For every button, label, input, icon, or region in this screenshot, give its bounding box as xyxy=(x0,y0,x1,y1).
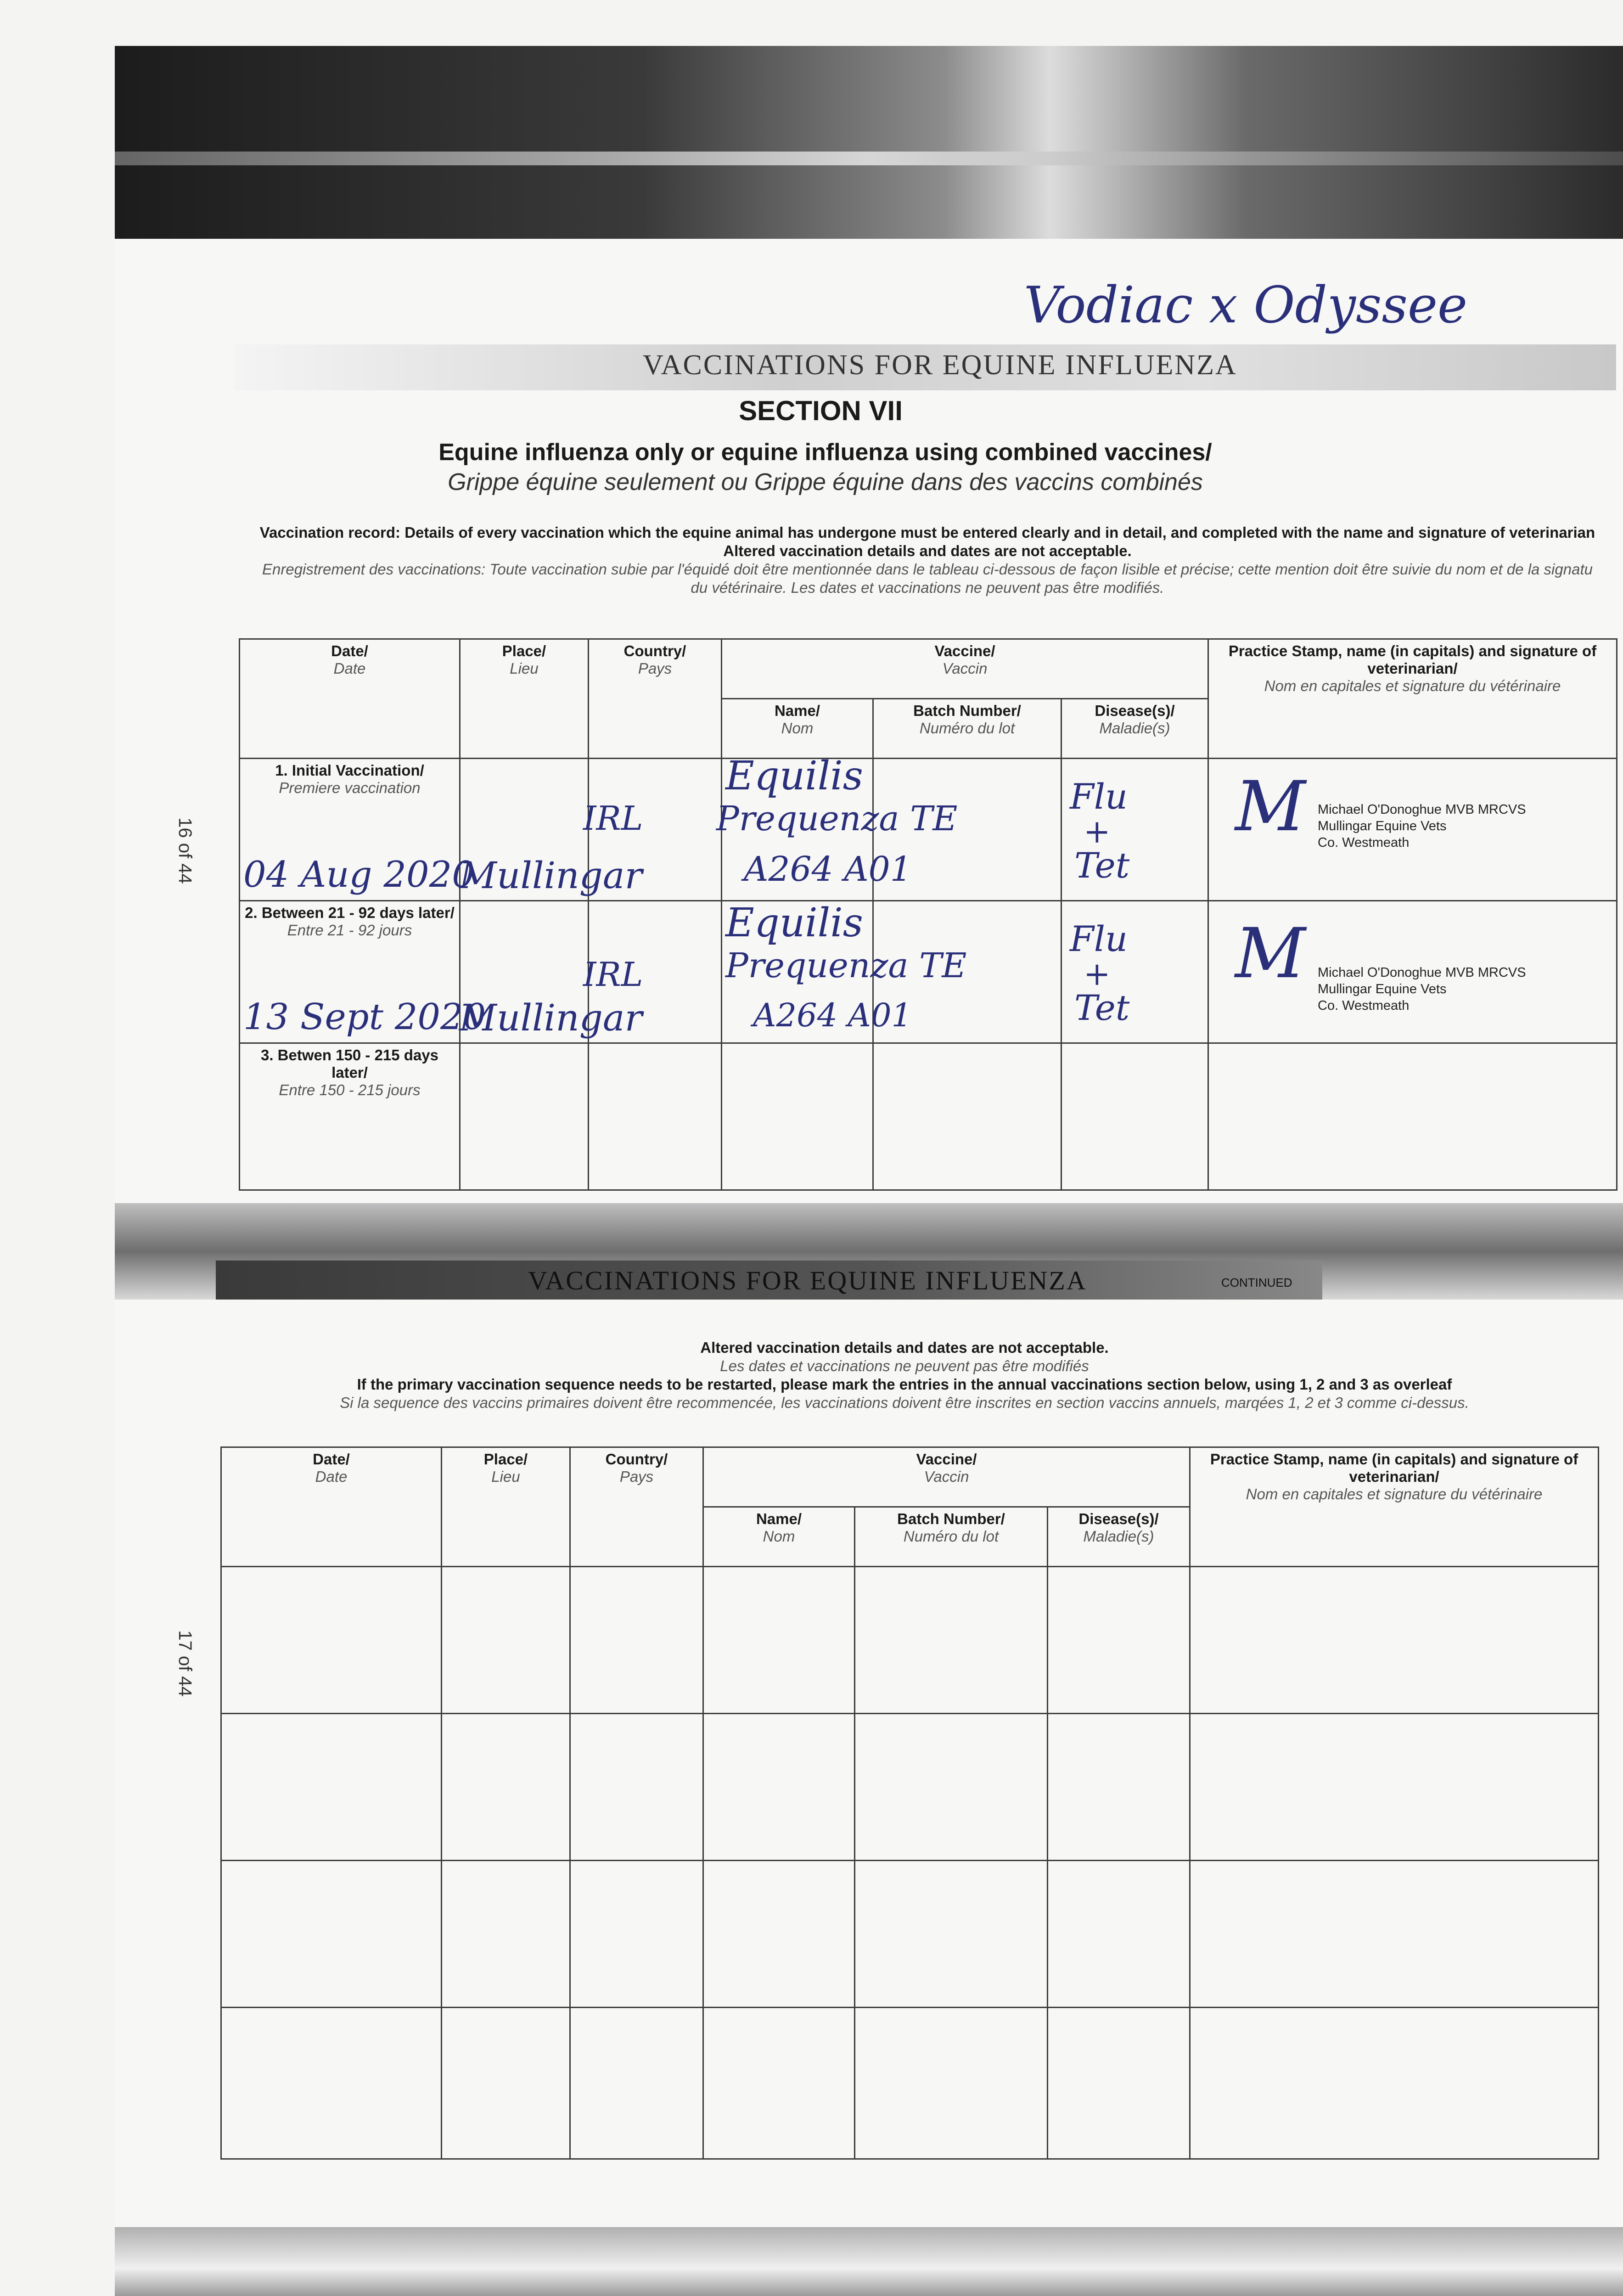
col-header-name xyxy=(722,699,873,759)
row1-vaccine-name-2: Prequenza TE xyxy=(716,799,958,838)
stamp-cell xyxy=(1190,2008,1599,2159)
row1-batch: A264 A01 xyxy=(744,850,912,889)
country-cell xyxy=(570,1714,703,1861)
batch-cell xyxy=(855,1714,1048,1861)
batch-header-en: Batch Number/ xyxy=(913,702,1021,719)
row2-disease-1: Flu xyxy=(1070,918,1128,959)
date-cell xyxy=(221,2008,442,2159)
stamp-county: Co. Westmeath xyxy=(1318,835,1410,850)
col-header-stamp xyxy=(1190,1447,1599,1567)
stamp-header-en: Practice Stamp, name (in capitals) and signature of veterinarian/ xyxy=(1210,1451,1578,1485)
row2-place: Mullingar xyxy=(459,996,642,1039)
table-row xyxy=(221,2008,1599,2159)
col-header-place xyxy=(442,1447,570,1567)
row-label-cell xyxy=(240,1043,460,1190)
scan-bottom-shadow xyxy=(115,2227,1623,2296)
country-header-en: Country/ xyxy=(623,642,686,659)
country-header-en: Country/ xyxy=(605,1451,668,1468)
row1-country: IRL xyxy=(583,799,643,838)
row2-vaccine-name-1: Equilis xyxy=(725,900,863,946)
batch-header-fr: Numéro du lot xyxy=(919,720,1015,737)
subtitle-en: Equine influenza only or equine influenza using combined vaccines/ xyxy=(438,439,1212,466)
date-header-en: Date/ xyxy=(313,1451,350,1468)
row-label-fr: Entre 150 - 215 jours xyxy=(279,1081,421,1098)
place-header-fr: Lieu xyxy=(491,1468,520,1485)
col-header-vaccine xyxy=(722,639,1208,699)
date-cell xyxy=(221,1861,442,2008)
place-cell xyxy=(442,1714,570,1861)
place-cell xyxy=(442,1567,570,1714)
disease-cell xyxy=(1048,2008,1190,2159)
restart-note-fr: Si la sequence des vaccins primaires doivent être recommencée, les vaccinations doivent être inscrites en section vaccins annuels, marqées 1, 2 et 3 comme ci-dessus. xyxy=(340,1394,1469,1411)
country-cell xyxy=(570,1861,703,2008)
disease-header-en: Disease(s)/ xyxy=(1078,1510,1159,1527)
disease-cell xyxy=(1048,1714,1190,1861)
stamp-practice: Mullingar Equine Vets xyxy=(1318,819,1447,833)
vaccination-table-continued xyxy=(220,1446,1599,2160)
row2-country: IRL xyxy=(583,955,643,994)
continued-note-fr: Les dates et vaccinations ne peuvent pas être modifiés xyxy=(720,1357,1089,1374)
col-header-date xyxy=(240,639,460,759)
handwritten-horse-name: Vodiac x Odyssee xyxy=(1024,276,1468,334)
place-header-en: Place/ xyxy=(502,642,546,659)
continued-banner-title: VACCINATIONS FOR EQUINE INFLUENZA xyxy=(528,1266,1087,1295)
country-cell xyxy=(589,1043,722,1190)
row1-place: Mullingar xyxy=(459,854,642,897)
col-header-country xyxy=(589,639,722,759)
col-header-vaccine xyxy=(703,1447,1190,1507)
date-header-fr: Date xyxy=(315,1468,348,1485)
disease-cell xyxy=(1048,1861,1190,2008)
row-label: 2. Between 21 - 92 days later/ xyxy=(245,904,455,921)
row1-disease-1: Flu xyxy=(1070,776,1128,817)
instructions-fr-1: Enregistrement des vaccinations: Toute vaccination subie par l'équidé doit être mentionnée dans le tableau ci-dessous de façon lisible et précise; cette mention doit être suivie du nom et de la signatu xyxy=(262,561,1593,578)
col-header-name xyxy=(703,1507,855,1567)
name-header-en: Name/ xyxy=(756,1510,802,1527)
stamp-county: Co. Westmeath xyxy=(1318,998,1410,1013)
vaccine-header-en: Vaccine/ xyxy=(916,1451,977,1468)
name-header-en: Name/ xyxy=(774,702,820,719)
place-cell xyxy=(442,2008,570,2159)
row2-date: 13 Sept 2020 xyxy=(243,996,486,1038)
col-header-country xyxy=(570,1447,703,1567)
row2-practice-stamp xyxy=(1318,964,1526,1014)
stamp-header-fr: Nom en capitales et signature du vétérinaire xyxy=(1246,1486,1543,1503)
page-number-17: 17 of 44 xyxy=(174,1630,195,1697)
disease-header-fr: Maladie(s) xyxy=(1099,720,1170,737)
row1-practice-stamp xyxy=(1318,801,1526,851)
disease-cell xyxy=(1061,1043,1208,1190)
stamp-practice: Mullingar Equine Vets xyxy=(1318,982,1447,996)
row1-disease-2: + xyxy=(1084,813,1111,850)
banner-title: VACCINATIONS FOR EQUINE INFLUENZA xyxy=(643,349,1237,381)
table-row xyxy=(221,1861,1599,2008)
country-header-fr: Pays xyxy=(638,660,672,677)
place-header-en: Place/ xyxy=(483,1451,528,1468)
instructions-fr-2: du vétérinaire. Les dates et vaccinations ne peuvent pas être modifiés. xyxy=(691,579,1164,596)
stamp-vet-name: Michael O'Donoghue MVB MRCVS xyxy=(1318,965,1526,980)
country-cell xyxy=(570,2008,703,2159)
date-header-fr: Date xyxy=(333,660,366,677)
col-header-batch xyxy=(855,1507,1048,1567)
stamp-cell xyxy=(1190,1714,1599,1861)
continued-note-en: Altered vaccination details and dates are not acceptable. xyxy=(700,1339,1109,1356)
disease-header-fr: Maladie(s) xyxy=(1083,1528,1154,1545)
row-label: 1. Initial Vaccination/ xyxy=(275,762,424,779)
scan-top-shadow xyxy=(115,46,1623,239)
section-title: SECTION VII xyxy=(739,395,903,426)
disease-header-en: Disease(s)/ xyxy=(1095,702,1175,719)
vaccination-table-primary xyxy=(239,638,1617,1191)
batch-cell xyxy=(855,2008,1048,2159)
continued-banner-suffix: CONTINUED xyxy=(1221,1276,1292,1289)
page-number-16: 16 of 44 xyxy=(174,817,195,884)
col-header-disease xyxy=(1061,699,1208,759)
stamp-header-en: Practice Stamp, name (in capitals) and signature of veterinarian/ xyxy=(1228,642,1597,677)
col-header-disease xyxy=(1048,1507,1190,1567)
row-label-fr: Premiere vaccination xyxy=(279,779,421,796)
place-cell xyxy=(442,1861,570,2008)
vaccine-header-fr: Vaccin xyxy=(942,660,988,677)
row1-disease-3: Tet xyxy=(1074,845,1130,886)
name-cell xyxy=(703,1861,855,2008)
place-cell xyxy=(460,1043,589,1190)
batch-cell xyxy=(855,1861,1048,2008)
table-row xyxy=(221,1567,1599,1714)
name-header-fr: Nom xyxy=(781,720,814,737)
row1-date: 04 Aug 2020 xyxy=(243,854,475,895)
batch-header-fr: Numéro du lot xyxy=(903,1528,999,1545)
vaccine-header-en: Vaccine/ xyxy=(934,642,995,659)
instructions-en-2: Altered vaccination details and dates are not acceptable. xyxy=(723,542,1132,559)
batch-cell xyxy=(873,1043,1061,1190)
disease-cell xyxy=(1048,1567,1190,1714)
row-label: 3. Betwen 150 - 215 days later/ xyxy=(260,1047,439,1081)
row2-disease-2: + xyxy=(1084,955,1111,993)
date-header-en: Date/ xyxy=(331,642,368,659)
name-header-fr: Nom xyxy=(763,1528,795,1545)
scan-fold-line xyxy=(115,152,1623,165)
name-cell xyxy=(722,1043,873,1190)
stamp-cell xyxy=(1190,1567,1599,1714)
name-cell xyxy=(703,1567,855,1714)
col-header-batch xyxy=(873,699,1061,759)
col-header-place xyxy=(460,639,589,759)
batch-header-en: Batch Number/ xyxy=(897,1510,1005,1527)
stamp-header-fr: Nom en capitales et signature du vétérinaire xyxy=(1264,677,1561,694)
date-cell xyxy=(221,1567,442,1714)
country-header-fr: Pays xyxy=(619,1468,654,1485)
table-row xyxy=(240,1043,1617,1190)
col-header-stamp xyxy=(1208,639,1617,759)
batch-cell xyxy=(855,1567,1048,1714)
row2-disease-3: Tet xyxy=(1074,987,1130,1028)
row2-vet-signature: M xyxy=(1235,914,1306,994)
name-cell xyxy=(703,1714,855,1861)
stamp-cell xyxy=(1190,1861,1599,2008)
stamp-vet-name: Michael O'Donoghue MVB MRCVS xyxy=(1318,802,1526,817)
row2-batch: A264 A01 xyxy=(753,996,912,1034)
col-header-date xyxy=(221,1447,442,1567)
row-label-fr: Entre 21 - 92 jours xyxy=(287,922,412,939)
subtitle-fr: Grippe équine seulement ou Grippe équine dans des vaccins combinés xyxy=(448,469,1203,495)
stamp-cell xyxy=(1208,1043,1617,1190)
instructions-en-1: Vaccination record: Details of every vaccination which the equine animal has undergone must be entered clearly and in detail, and completed with the name and signature of veterinarian xyxy=(259,524,1595,541)
date-cell xyxy=(221,1714,442,1861)
row1-vet-signature: M xyxy=(1235,767,1306,847)
table-row xyxy=(221,1714,1599,1861)
restart-note-en: If the primary vaccination sequence needs to be restarted, please mark the entries in the annual vaccinations section below, using 1, 2 and 3 as overleaf xyxy=(357,1376,1452,1393)
vaccine-header-fr: Vaccin xyxy=(924,1468,969,1485)
country-cell xyxy=(570,1567,703,1714)
row1-vaccine-name-1: Equilis xyxy=(725,753,863,799)
place-header-fr: Lieu xyxy=(510,660,539,677)
row2-vaccine-name-2: Prequenza TE xyxy=(725,946,967,985)
name-cell xyxy=(703,2008,855,2159)
